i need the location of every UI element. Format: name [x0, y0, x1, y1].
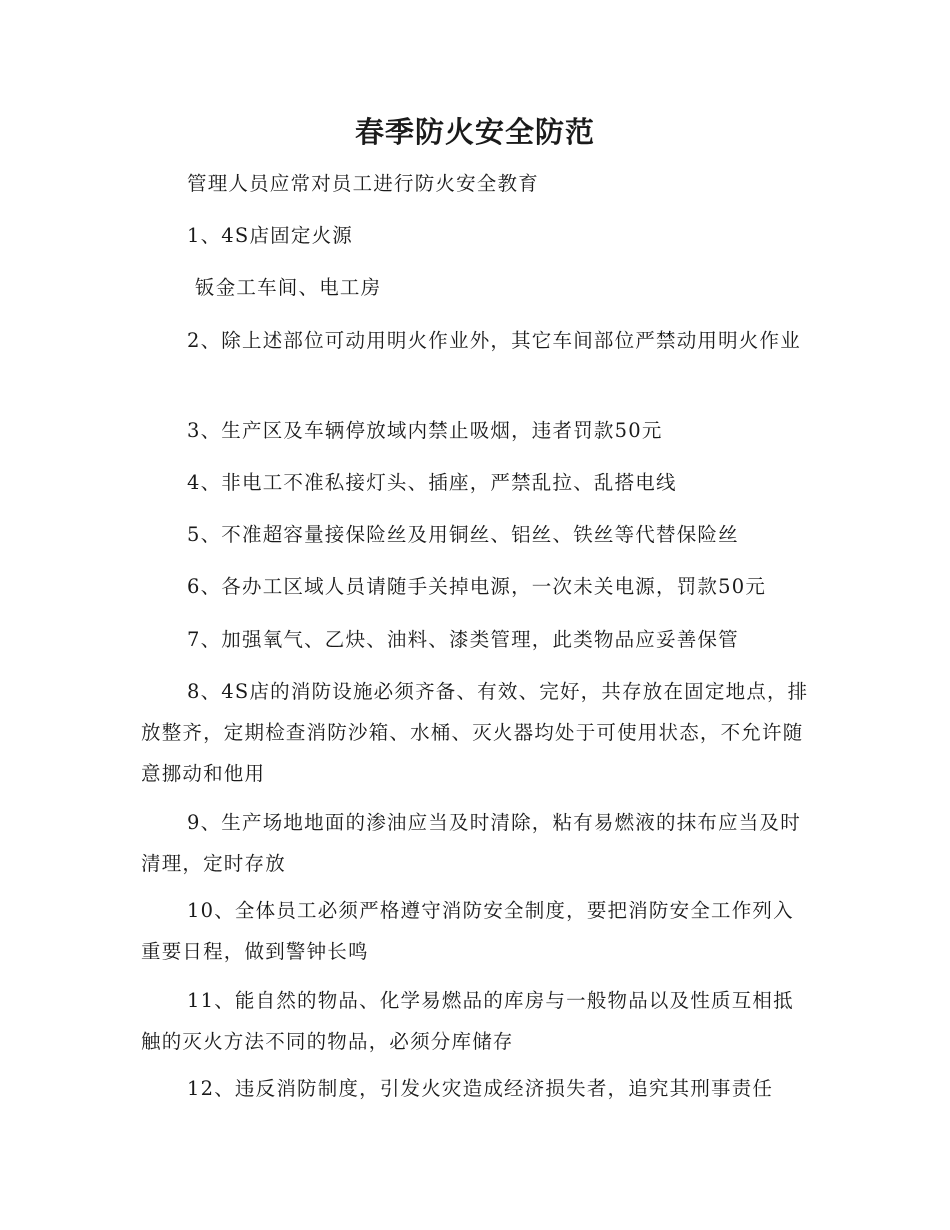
paragraph-item-4: 4、非电工不准私接灯头、插座，严禁乱拉、乱搭电线: [187, 471, 677, 494]
paragraph-item-2: 2、除上述部位可动用明火作业外，其它车间部位严禁动用明火作业: [187, 329, 801, 352]
paragraph-item-10: 10、全体员工必须严格遵守消防安全制度，要把消防安全工作列入重要日程，做到警钟长鸣: [141, 899, 794, 963]
paragraph-item-8: 8、4S店的消防设施必须齐备、有效、完好，共存放在固定地点，排放整齐，定期检查消防沙箱、水桶、灭火器均处于可使用状态，不允许随意挪动和他用: [141, 680, 809, 785]
paragraph-item-1: 1、4S店固定火源: [187, 224, 353, 247]
paragraph-item-11: 11、能自然的物品、化学易燃品的库房与一般物品以及性质互相抵触的灭火方法不同的物品，必须分库储存: [141, 989, 794, 1053]
document-title: 春季防火安全防范: [354, 115, 595, 149]
paragraph-item-5: 5、不准超容量接保险丝及用铜丝、铝丝、铁丝等代替保险丝: [187, 523, 739, 546]
paragraph-item-3: 3、生产区及车辆停放域内禁止吸烟，违者罚款50元: [187, 419, 663, 442]
paragraph-item-7: 7、加强氧气、乙炔、油料、漆类管理，此类物品应妥善保管: [187, 628, 739, 651]
paragraph-intro: 管理人员应常对员工进行防火安全教育: [187, 172, 539, 195]
paragraph-item-6: 6、各办工区域人员请随手关掉电源，一次未关电源，罚款50元: [187, 575, 767, 598]
paragraph-item-9: 9、生产场地地面的渗油应当及时清除，粘有易燃液的抹布应当及时清理，定时存放: [141, 811, 801, 875]
paragraph-item-12: 12、违反消防制度，引发火灾造成经济损失者，追究其刑事责任: [187, 1077, 774, 1100]
paragraph-item-1-detail: 钣金工车间、电工房: [195, 276, 382, 299]
